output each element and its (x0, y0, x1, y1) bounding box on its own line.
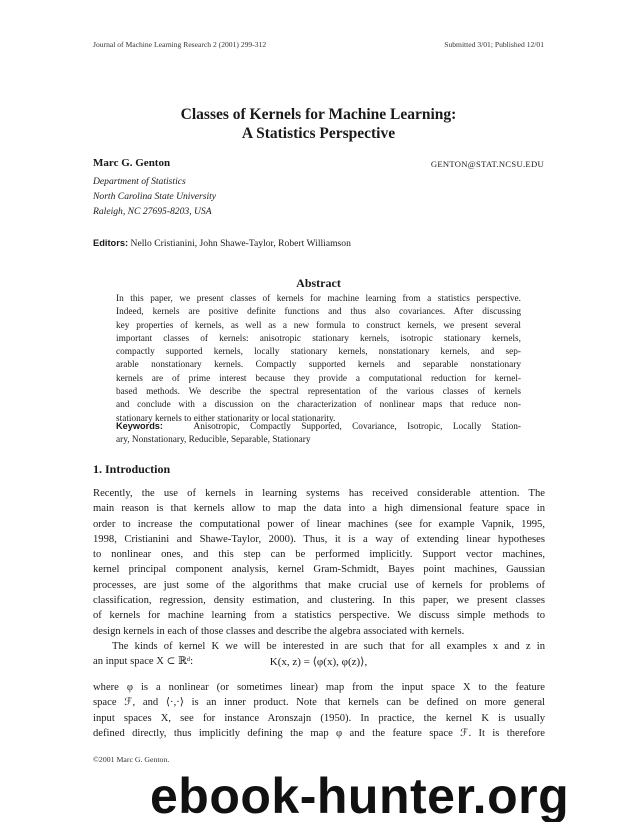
abstract-line: key properties of kernels, as well as a new formula to construct kernels, we present several (116, 320, 521, 331)
editors-label: Editors: (93, 238, 129, 248)
keywords-line: ary, Nonstationary, Reducible, Separable, Stationary (116, 435, 311, 446)
abstract-body (116, 293, 521, 426)
section-heading: 1. Introduction (93, 462, 171, 476)
affiliation-line: Raleigh, NC 27695-8203, USA (93, 206, 212, 217)
abstract-line: Indeed, kernels are positive definite functions and thus also covariances. After discussing (116, 307, 521, 318)
body-line: The kinds of kernel K we will be interested in are such that for all examples x and z in (112, 640, 545, 652)
body-line: an input space X ⊂ ℝᵈ: (93, 656, 194, 668)
abstract-line: arable nonstationary kernels. Compactly supported kernels and separable nonstationary (116, 360, 521, 371)
submission-dates: Submitted 3/01; Published 12/01 (444, 40, 544, 49)
body-line: space ℱ, and ⟨·,·⟩ is an inner product. Note that kernels can be defined on more general (93, 697, 545, 709)
abstract-line: and conclude with a discussion on the characterization of nonlinear maps that reduce non- (116, 400, 521, 411)
abstract-line: based methods. We describe the spectral representation of the various classes of kernels (116, 387, 521, 398)
keywords-block (116, 420, 521, 448)
abstract-line: In this paper, we present classes of kernels for machine learning from a statistics perspective. (116, 294, 521, 304)
keywords-text: Anisotropic, Compactly Supported, Covariance, Isotropic, Locally Station- (193, 422, 521, 432)
body-line: defined directly, thus implicitly defining the map φ and the feature space ℱ. It is therefore (93, 727, 545, 739)
affiliation-line: North Carolina State University (93, 191, 217, 202)
copyright-notice: ©2001 Marc G. Genton. (93, 755, 170, 764)
abstract-line: important classes of kernels: anisotropic stationary kernels, isotropic stationary kernels, (116, 333, 521, 344)
body-line: classification, regression, density estimation, and clustering. In this paper, we present classes (93, 595, 545, 607)
title-line-1: Classes of Kernels for Machine Learning: (180, 106, 457, 123)
body-line: to nonlinear ones, and this step can be performed implicitly. Support vector machines, (93, 549, 545, 561)
body-line: where φ is a nonlinear (or sometimes linear) map from the input space X to the feature (93, 682, 545, 693)
body-line: design kernels in each of those classes and describe the algebra associated with kernels. (93, 625, 465, 637)
author-email: GENTON@STAT.NCSU.EDU (430, 159, 544, 169)
body-line: main reason is that kernels allow to map the data into a high dimensional feature space in (93, 503, 545, 515)
editors-names: Nello Cristianini, John Shawe-Taylor, Robert Williamson (130, 238, 351, 249)
affiliation-line: Department of Statistics (93, 176, 186, 187)
journal-header: Journal of Machine Learning Research 2 (2001) 299-312 (93, 40, 267, 49)
kernel-equation: K(x, z) = ⟨φ(x), φ(z)⟩, (269, 656, 368, 668)
body-line: 1998, Cristianini and Shawe-Taylor, 2000). Thus, it is a way of extending linear hypotheses (93, 533, 545, 545)
body-line: order to increase the computational power of linear machines (see for example Vapnik, 1995, (93, 518, 545, 530)
abstract-line: kernels are of prime interest because they provide a computational reduction for kernel- (116, 373, 521, 384)
body-line: Recently, the use of kernels in learning systems has received considerable attention. The (93, 488, 545, 499)
editors-line (93, 238, 351, 249)
abstract-line: compactly supported kernels, locally stationary kernels, nonstationary kernels, and sep- (116, 347, 521, 358)
body-line: processes, are just some of the algorithms that make crucial use of kernels for problems of (93, 579, 545, 591)
abstract-heading: Abstract (296, 276, 341, 290)
intro-paragraph (93, 486, 545, 670)
body-line: of kernels for machine learning from a statistics perspective. We discuss simple methods to (93, 610, 545, 622)
keywords-line (116, 420, 521, 434)
post-equation-paragraph (93, 680, 545, 741)
abstract-line: stationary kernels to either stationarity or local stationarity. (116, 413, 336, 424)
title-line-2: A Statistics Perspective (241, 125, 396, 142)
author-name: Marc G. Genton (93, 157, 171, 169)
body-line: kernel principal component analysis, kernel Gram-Schmidt, Bayes point machines, Gaussian (93, 564, 545, 576)
watermark-text: ebook-hunter.org (150, 770, 570, 822)
author-affiliation (93, 174, 216, 219)
keywords-label: Keywords: (116, 421, 163, 431)
paper-title (0, 105, 637, 143)
body-line: input spaces X, see for instance Aronszajn (1950). In practice, the kernel K is usually (93, 712, 545, 724)
